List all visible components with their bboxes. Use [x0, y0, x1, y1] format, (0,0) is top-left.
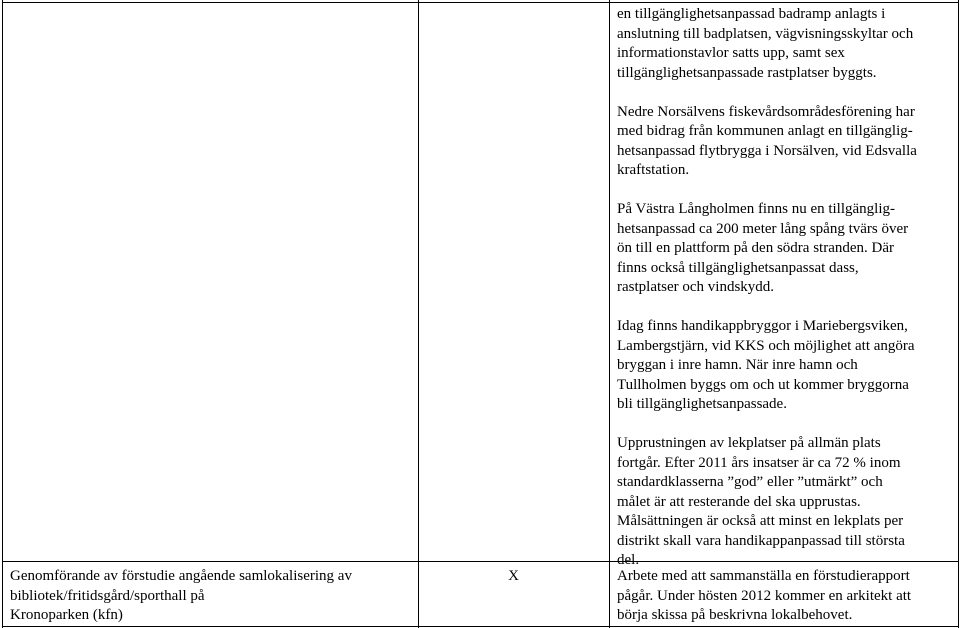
table-column-divider-2: [609, 0, 610, 628]
upper-row-status-cell: [617, 5, 953, 571]
table-border-right: [958, 0, 959, 628]
lower-row-status-cell: Arbete med att sammanställa en förstudierapport pågår. Under hösten 2012 kommer en arkitekt att börja skissa på beskrivna lokalbehovet.: [617, 568, 912, 623]
table-column-divider-1: [418, 0, 419, 628]
status-paragraph-badramp: en tillgänglighetsanpassad badramp anlagts i anslutning till badplatsen, vägvisningsskyltar och informationstavlor satts upp, samt sex tillgänglighetsanpassade rastplatser byggts.: [617, 6, 914, 81]
status-paragraph-flytbrygga: Nedre Norsälvens fiskevårdsområdesförening har med bidrag från kommunen anlagt en tillgänglig- hetsanpassad flytbrygga i Norsälven, vid Edsvalla kraftstation.: [617, 103, 917, 178]
status-paragraph-langholmen: På Västra Långholmen finns nu en tillgänglig- hetsanpassad ca 200 meter lång spång tvärs över ön till en plattform på den södra stranden. Där finns också tillgänglighetsanpassat dass, rastplatser och vindskydd.: [617, 201, 909, 295]
table-border-left: [2, 0, 3, 628]
table-border-top: [2, 2, 959, 3]
table-border-bottom: [2, 626, 959, 627]
lower-row-description-cell: Genomförande av förstudie angående samlokalisering av bibliotek/fritidsgård/sporthall på Kronoparken (kfn): [10, 568, 352, 623]
status-paragraph-handikappbryggor: Idag finns handikappbryggor i Mariebergsviken, Lambergstjärn, vid KKS och möjlighet att angöra bryggan i inre hamn. När inre hamn och Tullholmen byggs om och ut kommer bryggorna bli tillgänglighetsanpassade.: [617, 318, 915, 412]
lower-row-mark-cell: X: [508, 568, 519, 584]
status-paragraph-lekplatser: Upprustningen av lekplatser på allmän plats fortgår. Efter 2011 års insatser är ca 72 % inom standardklasserna ”god” eller ”utmärkt” och målet är att resterande del ska upprustas. Målsättningen är också att minst en lekplats per distrikt skall vara handikappanpassad till största del.: [617, 435, 905, 568]
